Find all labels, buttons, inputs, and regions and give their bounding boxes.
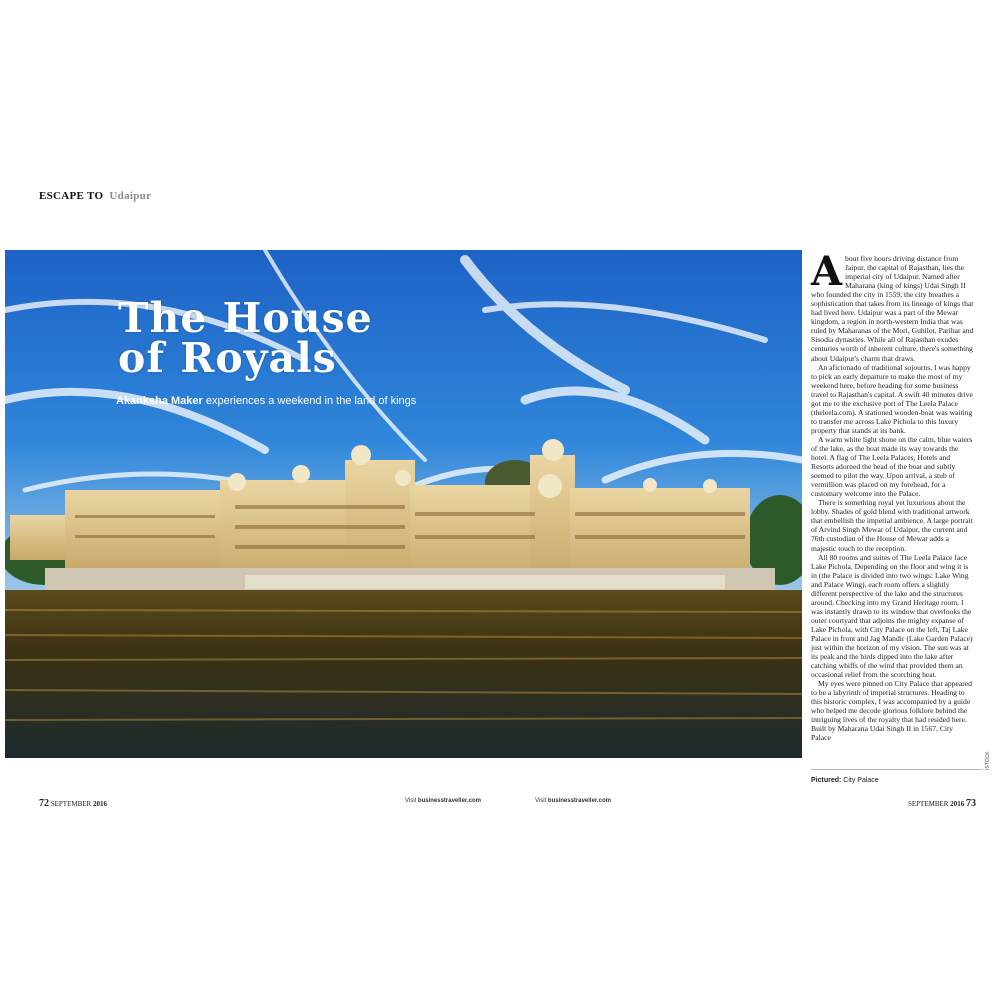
section-kicker: ESCAPE TO [39,190,104,202]
photo-credit: ISTOCK [985,751,991,770]
article-paragraph: All 80 rooms and suites of The Leela Palace face Lake Pichola. Depending on the floor and wing it is in (the Palace is divided into two wings: Lake Wing and Palace Wing), each room offers a slightly different perspective of the lake and the structures around. Checking into my Grand Heritage room, I was instantly drawn to its window that overlooks the outer courtyard that adjoins the mighty expanse of Lake Pichola, with City Palace on the left, Taj Lake Palace in front and Jag Mandir (Lake Garden Palace) just within the horizon of my vision. The sun was at its peak and the birds dipped into the lake after catching whiffs of the wind that provided them an occasional relief from the scorching heat. [811,552,973,680]
drop-cap: A [811,248,843,295]
visit-left: Visit businesstraveller.com [405,798,481,804]
folio-left [39,798,107,809]
headline-line-1: The House [118,294,373,342]
folio-month-left: SEPTEMBER [50,800,92,808]
caption-label: Pictured: [811,777,842,784]
article-paragraph: A warm white light shone on the calm, blue waters of the lake, as the boat made its way towards the hotel. A flag of The Leela Palaces, Hotels and Resorts adorned the head of the boat and subtly seemed to pilot the way. Upon arrival, a stub of vermillion was placed on my forehead, for a customary welcome into the Palace. [811,434,973,499]
section-label [39,190,151,202]
article-paragraph: About five hours driving distance from Jaipur, the capital of Rajasthan, lies the imperial city of Udaipur. Named after Maharana (king of kings) Udai Singh II who founded the city in 1559, the city breathes a sophistication that takes from its lineage of kings that had lived here. Udaipur was a part of the Mewar kingdom, a region in north-western India that was ruled by Maharanas of the Mori, Guhilot, Parihar and Sisodia dynasties. While all of Rajasthan exudes centuries worth of inherent culture, there's something about Udaipur's charm that draws. [811,248,974,363]
page-number-left: 72 [39,798,49,809]
standfirst-text: experiences a weekend in the land of kings [205,395,417,407]
website-link-left[interactable]: businesstraveller.com [417,798,481,804]
headline-line-2: of Royals [118,334,337,382]
section-place: Udaipur [109,190,152,202]
caption-text: City Palace [843,777,879,784]
author-name: Akanksha Maker [116,395,203,407]
folio-month-right: SEPTEMBER [908,800,949,808]
folio-year-left: 2016 [92,800,107,808]
standfirst [116,395,416,407]
folio-year-right: 2016 [950,800,965,808]
folio-right [908,798,976,809]
article-paragraph: There is something royal yet luxurious about the lobby. Shades of gold blend with traditional artwork that embellish the imperial ambience. A large portrait of Arvind Singh Mewar of Udaipur, the current and 76th custodian of the House of Mewar adds a majestic touch to the reception. [811,498,973,553]
article-paragraph: An aficionado of traditional sojourns, I was happy to pick an early departure to make the most of my weekend here, before heading for some business travel to Rajasthan's capital. A swift 40 minutes drive got me to the exclusive port of The Leela Palace (theleela.com). A stationed wooden-boat was waiting to transfer me across Lake Pichola to this luxury property that stands at its bank. [811,362,973,435]
visit-right: Visit businesstraveller.com [535,798,611,804]
page-number-right: 73 [965,798,976,809]
article-paragraph: My eyes were pinned on City Palace that appeared to be a labyrinth of imperial structures. Heading to this historic complex, I was accompanied by a guide who helped me decode glorious folklore behind the intriguing lives of the royalty that had resided here. Built by Maharana Udai Singh II in 1567, City Palace [811,679,972,743]
caption-rule [811,769,983,770]
photo-caption [811,777,879,784]
article-body [811,248,974,743]
headline [118,294,518,382]
website-link-right[interactable]: businesstraveller.com [547,798,611,804]
